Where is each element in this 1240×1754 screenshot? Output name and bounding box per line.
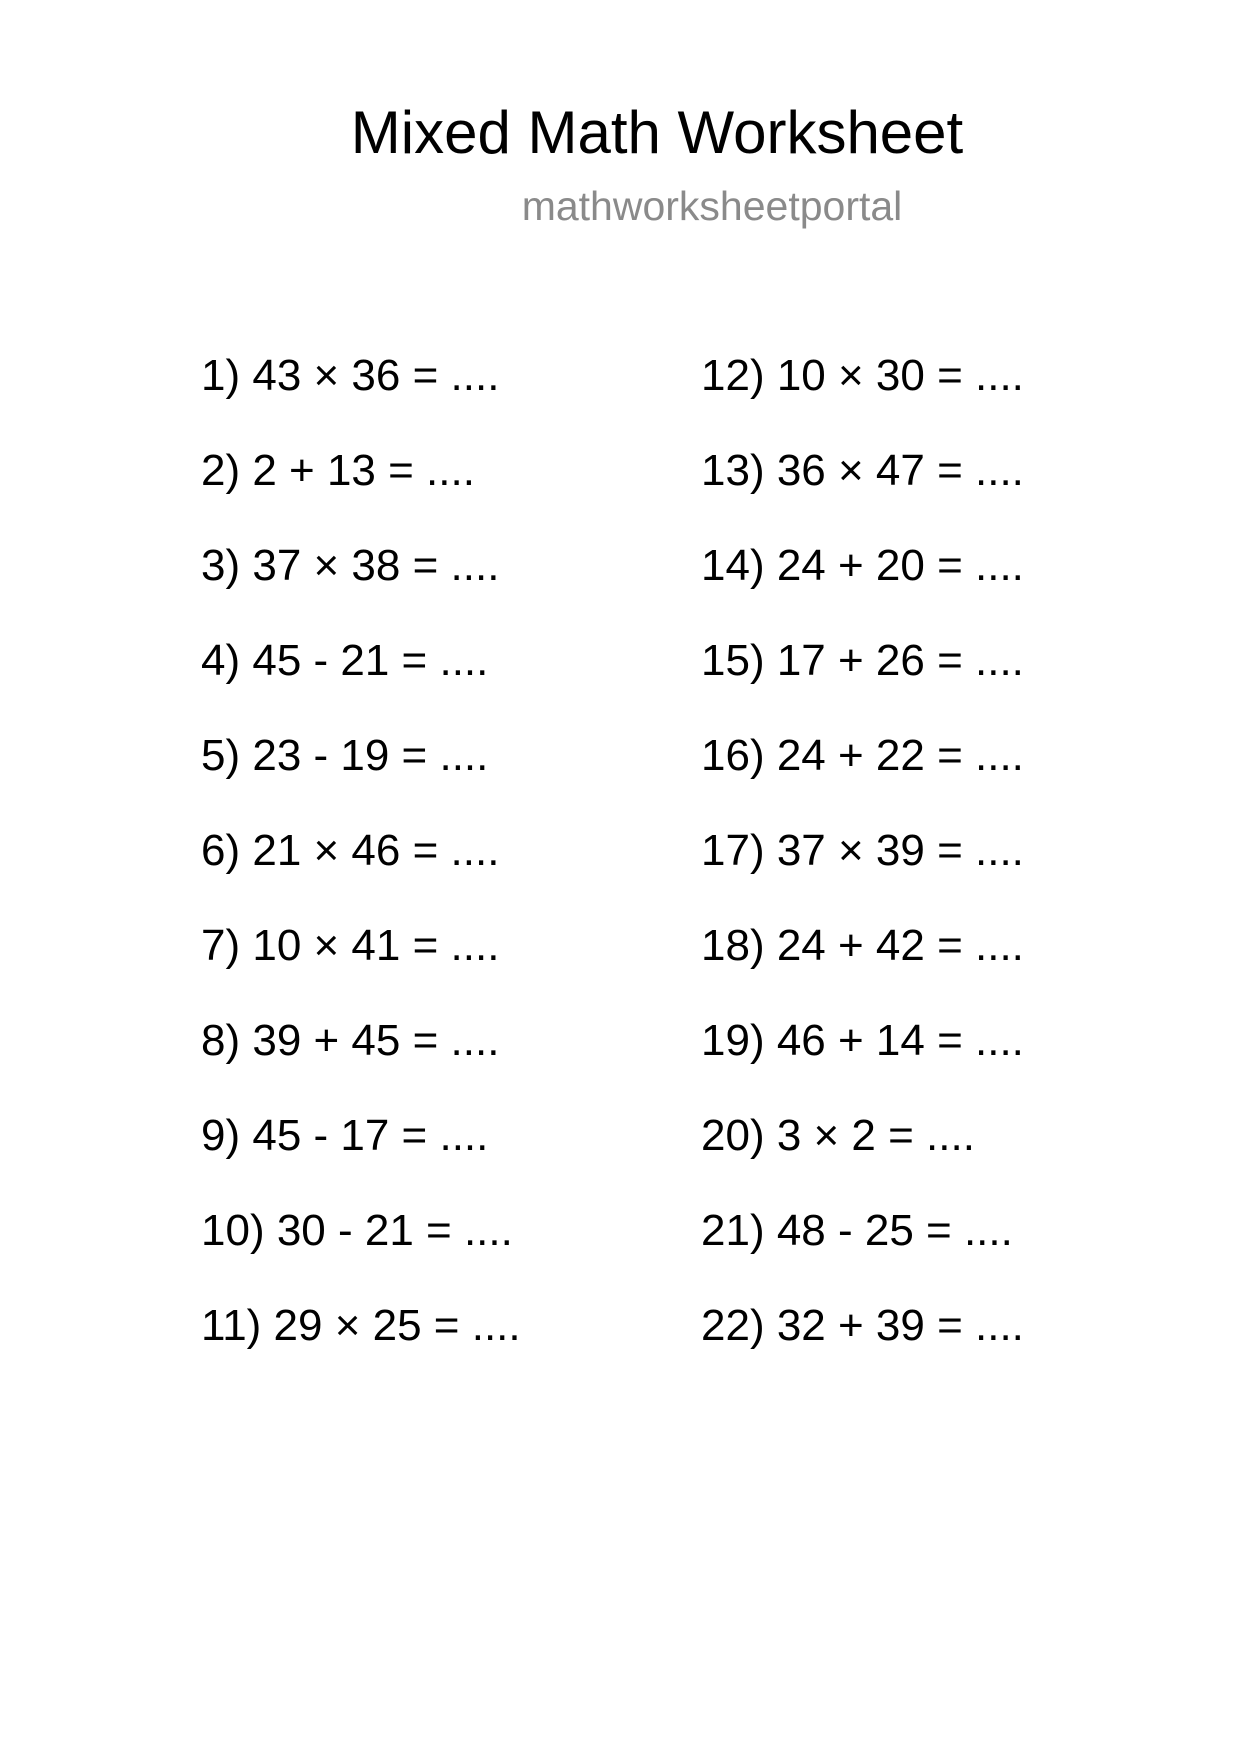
problem-16: 16) 24 + 22 = .... [701,731,1024,780]
problem-17: 17) 37 × 39 = .... [701,826,1024,875]
problem-3: 3) 37 × 38 = .... [201,541,500,590]
problem-19: 19) 46 + 14 = .... [701,1016,1024,1065]
worksheet-title: Mixed Math Worksheet [350,99,964,166]
problem-7: 7) 10 × 41 = .... [201,921,500,970]
problem-21: 21) 48 - 25 = .... [701,1206,1013,1255]
problem-5: 5) 23 - 19 = .... [201,731,489,780]
problem-15: 15) 17 + 26 = .... [701,636,1024,685]
problem-11: 11) 29 × 25 = .... [201,1301,521,1350]
problem-18: 18) 24 + 42 = .... [701,921,1024,970]
problem-12: 12) 10 × 30 = .... [701,351,1024,400]
problem-8: 8) 39 + 45 = .... [201,1016,500,1065]
problems-left-column [201,348,521,1393]
problem-9: 9) 45 - 17 = .... [201,1111,489,1160]
problem-20: 20) 3 × 2 = .... [701,1111,975,1160]
worksheet-source: mathworksheetportal [521,183,903,229]
problem-2: 2) 2 + 13 = .... [201,446,475,495]
problem-14: 14) 24 + 20 = .... [701,541,1024,590]
problem-22: 22) 32 + 39 = .... [701,1301,1024,1350]
problem-6: 6) 21 × 46 = .... [201,826,500,875]
problem-13: 13) 36 × 47 = .... [701,446,1024,495]
problems-right-column [701,348,1024,1393]
problem-1: 1) 43 × 36 = .... [201,351,500,400]
problem-10: 10) 30 - 21 = .... [201,1206,513,1255]
problem-4: 4) 45 - 21 = .... [201,636,489,685]
